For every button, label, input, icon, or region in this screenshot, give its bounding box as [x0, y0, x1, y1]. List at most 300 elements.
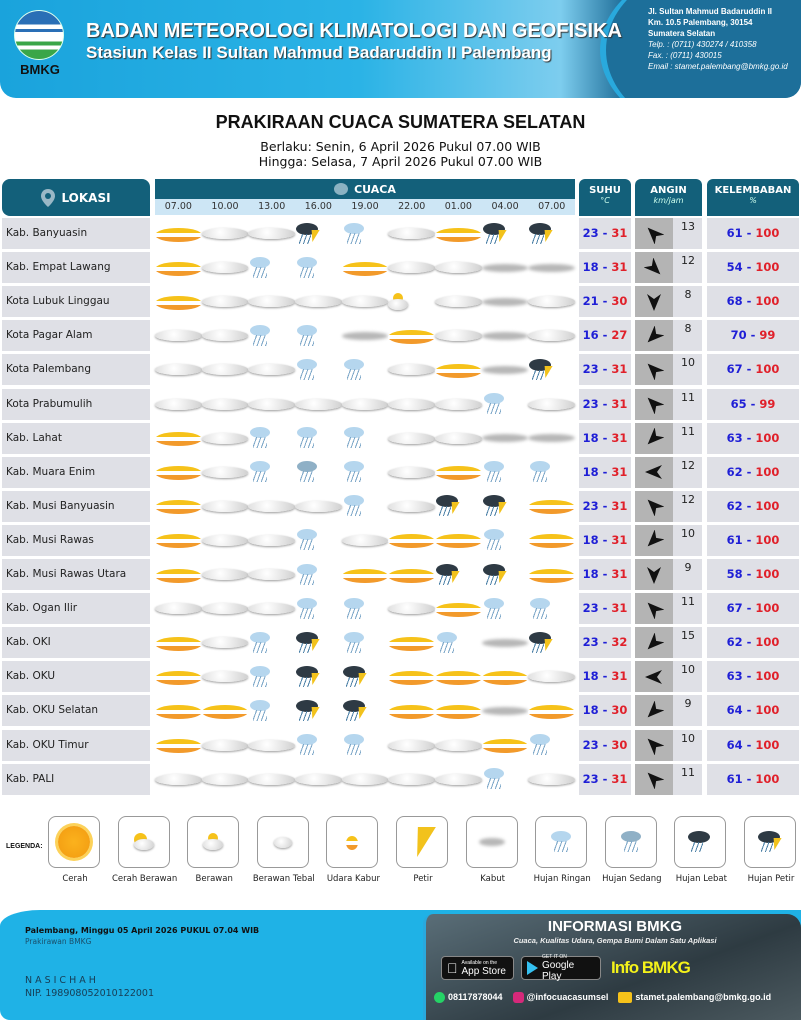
wind	[635, 218, 702, 249]
wind	[635, 627, 702, 658]
hujan-ringan-icon	[342, 632, 389, 654]
humidity-min: 67	[726, 362, 743, 377]
humidity-separator: -	[742, 498, 756, 513]
petir-icon	[408, 827, 436, 857]
wind-direction	[635, 491, 673, 522]
hujan-ringan-icon	[482, 393, 529, 415]
weather-cells	[155, 593, 575, 624]
weather-cell	[482, 525, 529, 556]
temp-separator: -	[598, 771, 612, 786]
wind	[635, 389, 702, 420]
udara-kabur-icon	[155, 705, 202, 719]
table-row	[0, 252, 801, 283]
wind-direction	[635, 661, 673, 692]
weather-cell	[342, 389, 389, 420]
hujan-petir-icon	[528, 359, 575, 381]
wind-direction	[635, 389, 673, 420]
humidity-separator: -	[742, 362, 756, 377]
weather-cell	[295, 627, 342, 658]
udara-kabur-icon	[435, 705, 482, 719]
wind-direction	[635, 627, 673, 658]
wind-speed: 12	[681, 458, 695, 472]
udara-kabur-icon	[155, 739, 202, 753]
wind	[635, 695, 702, 726]
temp-separator: -	[598, 703, 612, 718]
weather-cell	[202, 559, 249, 590]
weather-cell	[388, 423, 435, 454]
weather-cell	[202, 389, 249, 420]
weather-cell	[155, 252, 202, 283]
weather-cell	[342, 627, 389, 658]
berawan-tebal-icon	[202, 262, 249, 273]
forecaster-name: NASICHAH	[25, 975, 99, 986]
udara-kabur-icon	[528, 569, 575, 583]
humidity-min: 54	[726, 260, 743, 275]
weather-cell	[202, 286, 249, 317]
wind-speed: 11	[681, 765, 695, 779]
udara-kabur-icon	[528, 500, 575, 514]
temp-separator: -	[598, 430, 612, 445]
header-suhu-label: SUHU	[589, 185, 621, 196]
humidity-separator: -	[746, 396, 760, 411]
wind-arrow-icon	[644, 701, 664, 721]
kabut-icon	[482, 366, 529, 374]
hujan-ringan-icon	[482, 768, 529, 790]
temp-separator: -	[598, 328, 612, 343]
legend-icon-box	[48, 816, 100, 868]
weather-cell	[342, 457, 389, 488]
humidity-min: 61	[726, 771, 743, 786]
angin-unit: km/jam	[653, 196, 684, 205]
udara-kabur-icon	[435, 603, 482, 617]
location-name: Kab. Musi Rawas	[2, 525, 150, 556]
weather-cell	[482, 252, 529, 283]
humidity	[707, 593, 799, 624]
temp-max: 30	[611, 703, 628, 718]
weather-cell	[388, 218, 435, 249]
address-line: Km. 10.5 Palembang, 30154	[648, 18, 753, 27]
weather-cells	[155, 627, 575, 658]
humidity-max: 100	[755, 703, 780, 718]
legend-label: Hujan Sedang	[602, 874, 662, 884]
humidity	[707, 286, 799, 317]
weather-cells	[155, 423, 575, 454]
temp-max: 31	[611, 532, 628, 547]
berawan-tebal-icon	[528, 671, 575, 682]
googleplay-small: GET IT ON	[542, 954, 567, 960]
valid-to: Hingga: Selasa, 7 April 2026 Pukul 07.00 WIB	[258, 154, 543, 169]
wind-speed: 9	[684, 561, 692, 574]
hujan-petir-icon	[435, 495, 482, 517]
temp-separator: -	[598, 294, 612, 309]
temperature	[579, 457, 631, 488]
hour-row	[155, 199, 575, 215]
wind-speed: 8	[684, 288, 692, 302]
location-name: Kab. Banyuasin	[2, 218, 150, 249]
email-contact[interactable]	[618, 992, 771, 1003]
weather-cell	[295, 661, 342, 692]
wind	[635, 764, 702, 795]
hujan-ringan-icon	[248, 427, 295, 449]
weather-cell	[155, 286, 202, 317]
weather-cell	[482, 730, 529, 761]
weather-cell	[202, 491, 249, 522]
address-line: Jl. Sultan Mahmud Badaruddin II	[648, 7, 773, 16]
weather-cell	[248, 559, 295, 590]
berawan-tebal-icon	[202, 364, 249, 375]
weather-cell	[295, 491, 342, 522]
google-play-button[interactable]	[521, 956, 601, 980]
berawan-tebal-icon	[202, 774, 249, 785]
humidity-max: 100	[755, 430, 780, 445]
weather-cell	[155, 627, 202, 658]
header-angin-label: ANGIN	[650, 185, 687, 196]
humidity	[707, 252, 799, 283]
berawan-tebal-icon	[435, 774, 482, 785]
udara-kabur-icon	[435, 534, 482, 548]
humidity-separator: -	[742, 532, 756, 547]
forecaster-role: Prakirawan BMKG	[25, 937, 92, 946]
temp-separator: -	[598, 635, 612, 650]
wind-direction	[635, 286, 673, 317]
weather-cell	[155, 491, 202, 522]
berawan-tebal-icon	[248, 364, 295, 375]
weather-cell	[155, 354, 202, 385]
berawan-tebal-icon	[248, 228, 295, 239]
hujan-ringan-icon	[295, 734, 342, 756]
wind-direction	[635, 457, 673, 488]
weather-cell	[435, 491, 482, 522]
berawan-tebal-icon	[388, 262, 435, 273]
hujan-ringan-icon	[248, 700, 295, 722]
berawan-tebal-icon	[295, 296, 342, 307]
weather-cell	[482, 286, 529, 317]
udara-kabur-icon	[388, 705, 435, 719]
temp-max: 31	[611, 601, 628, 616]
hujan-sedang-icon	[619, 831, 643, 853]
weather-cells	[155, 730, 575, 761]
kabut-icon	[528, 434, 575, 442]
temp-min: 18	[582, 703, 599, 718]
wind-arrow-icon	[644, 530, 664, 550]
temp-separator: -	[598, 498, 612, 513]
wind-speed: 8	[684, 322, 692, 336]
table-row	[0, 286, 801, 317]
legend-icon-box	[466, 816, 518, 868]
udara-kabur-icon	[388, 671, 435, 685]
weather-cell	[435, 764, 482, 795]
hujan-ringan-icon	[528, 598, 575, 620]
weather-cell	[482, 491, 529, 522]
app-store-button[interactable]	[441, 956, 514, 980]
udara-kabur-icon	[155, 466, 202, 480]
temp-min: 23	[582, 771, 599, 786]
weather-cell	[248, 593, 295, 624]
weather-cell	[248, 286, 295, 317]
kabut-icon	[342, 332, 389, 340]
legend-item	[48, 816, 102, 884]
weather-cell	[342, 286, 389, 317]
hujan-ringan-icon	[528, 734, 575, 756]
wind-arrow-icon	[644, 735, 664, 755]
location-name: Kab. Empat Lawang	[2, 252, 150, 283]
weather-cell	[482, 218, 529, 249]
weather-cell	[202, 354, 249, 385]
weather-cell	[295, 320, 342, 351]
legend-label: Petir	[413, 874, 433, 884]
kabut-icon	[482, 298, 529, 306]
humidity-min: 61	[726, 226, 743, 240]
station-name: Stasiun Kelas II Sultan Mahmud Badaruddin II Palembang	[86, 43, 552, 62]
wind-arrow-icon	[644, 496, 664, 516]
temp-separator: -	[598, 669, 612, 684]
temp-separator: -	[598, 601, 612, 616]
hujan-ringan-icon	[248, 325, 295, 347]
udara-kabur-icon	[346, 836, 358, 850]
weather-cell	[388, 354, 435, 385]
legend-icon-box	[187, 816, 239, 868]
legend-item	[535, 816, 589, 884]
berawan-tebal-icon	[435, 330, 482, 341]
humidity-max: 100	[755, 771, 780, 786]
wind-direction	[635, 764, 673, 795]
weather-cell	[528, 661, 575, 692]
email-address: stamet.palembang@bmkg.go.id	[635, 992, 772, 1002]
berawan-tebal-icon	[202, 467, 249, 478]
page-title: PRAKIRAAN CUACA SUMATERA SELATAN	[215, 112, 586, 132]
temp-min: 18	[582, 669, 599, 684]
humidity-separator: -	[742, 737, 756, 752]
weather-cells	[155, 286, 575, 317]
instagram-contact[interactable]	[513, 992, 609, 1003]
udara-kabur-icon	[435, 364, 482, 378]
hujan-petir-icon	[295, 666, 342, 688]
wind-speed: 11	[681, 390, 695, 404]
weather-cell	[435, 559, 482, 590]
weather-cell	[482, 695, 529, 726]
berawan-tebal-icon	[388, 740, 435, 751]
weather-cell	[528, 286, 575, 317]
legend-icon-box	[118, 816, 170, 868]
weather-cell	[202, 695, 249, 726]
berawan-tebal-icon	[388, 501, 435, 512]
google-play-icon	[527, 961, 538, 975]
table-row	[0, 423, 801, 454]
temp-max: 31	[611, 567, 628, 581]
temp-min: 23	[582, 396, 599, 411]
legend-item	[187, 816, 241, 884]
hujan-ringan-icon	[295, 529, 342, 551]
humidity-min: 61	[726, 532, 743, 547]
hujan-petir-icon	[757, 831, 783, 853]
berawan-tebal-icon	[155, 774, 202, 785]
app-name: Info BMKG	[611, 958, 690, 977]
weather-cell	[435, 354, 482, 385]
weather-cell	[435, 389, 482, 420]
berawan-tebal-icon	[274, 837, 292, 848]
weather-cell	[342, 218, 389, 249]
weather-cell	[528, 423, 575, 454]
berawan-tebal-icon	[388, 364, 435, 375]
weather-cell	[202, 252, 249, 283]
wind-speed: 15	[681, 629, 695, 643]
wind	[635, 491, 702, 522]
temp-min: 18	[582, 567, 599, 581]
weather-cell	[295, 457, 342, 488]
humidity-min: 62	[726, 498, 743, 513]
header-banner	[0, 0, 801, 98]
temperature	[579, 661, 631, 692]
fax: Fax. : (0711) 430015	[648, 51, 722, 60]
berawan-tebal-icon	[435, 399, 482, 410]
humidity-separator: -	[742, 464, 756, 479]
weather-cell	[295, 286, 342, 317]
temp-separator: -	[598, 532, 612, 547]
humidity-max: 99	[759, 396, 776, 411]
legend-item	[466, 816, 520, 884]
temp-max: 31	[611, 771, 628, 786]
table-row	[0, 218, 801, 249]
header-lokasi-label: LOKASI	[61, 190, 111, 205]
berawan-tebal-icon	[248, 399, 295, 410]
weather-cell	[295, 354, 342, 385]
weather-cell	[342, 593, 389, 624]
weather-cell	[248, 730, 295, 761]
udara-kabur-icon	[342, 262, 389, 276]
weather-cell	[248, 764, 295, 795]
temp-min: 18	[582, 532, 599, 547]
location-name: Kab. PALI	[2, 764, 150, 795]
wind-speed: 12	[681, 254, 695, 268]
weather-cells	[155, 525, 575, 556]
legend-label: Kabut	[480, 874, 505, 884]
udara-kabur-icon	[528, 705, 575, 719]
legend-item	[111, 816, 178, 884]
weather-cell	[295, 218, 342, 249]
berawan-tebal-icon	[388, 467, 435, 478]
weather-cell	[528, 764, 575, 795]
hujan-ringan-icon	[342, 598, 389, 620]
weather-cell	[388, 593, 435, 624]
weather-cell	[342, 423, 389, 454]
humidity-max: 100	[755, 669, 780, 684]
whatsapp-contact[interactable]	[434, 992, 503, 1003]
location-pin-icon	[41, 189, 55, 207]
legend-icon-box	[535, 816, 587, 868]
legend-item	[744, 816, 798, 884]
humidity-max: 100	[755, 294, 780, 309]
weather-cell	[202, 457, 249, 488]
hour-label: 16.00	[304, 201, 332, 212]
temp-max: 31	[611, 464, 628, 479]
weather-cell	[202, 764, 249, 795]
humidity-min: 64	[726, 737, 743, 752]
humidity-separator: -	[742, 260, 756, 275]
humidity-min: 70	[730, 328, 747, 343]
berawan-tebal-icon	[342, 296, 389, 307]
header-cuaca	[155, 179, 575, 199]
weather-cell	[528, 559, 575, 590]
berawan-tebal-icon	[202, 296, 249, 307]
weather-cell	[388, 695, 435, 726]
berawan-tebal-icon	[435, 296, 482, 307]
hour-label: 01.00	[444, 201, 472, 212]
temp-min: 18	[582, 464, 599, 479]
legend-label: LEGENDA:	[6, 843, 43, 850]
weather-cell	[202, 423, 249, 454]
weather-cell	[388, 286, 435, 317]
humidity	[707, 423, 799, 454]
humidity-max: 100	[755, 601, 780, 616]
berawan-tebal-icon	[388, 399, 435, 410]
kabut-icon	[528, 264, 575, 272]
hujan-ringan-icon	[248, 257, 295, 279]
legend-icon-box	[605, 816, 657, 868]
udara-kabur-icon	[435, 671, 482, 685]
humidity-max: 100	[755, 464, 780, 479]
weather-cell	[295, 695, 342, 726]
humidity	[707, 354, 799, 385]
humidity-max: 100	[755, 260, 780, 275]
udara-kabur-icon	[155, 671, 202, 685]
humidity	[707, 730, 799, 761]
weather-cell	[202, 320, 249, 351]
weather-cell	[435, 218, 482, 249]
wind-speed: 10	[681, 731, 695, 745]
berawan-tebal-icon	[155, 364, 202, 375]
temp-min: 21	[582, 294, 599, 309]
legend-label: Hujan Ringan	[533, 874, 591, 884]
weather-cell	[202, 661, 249, 692]
location-name: Kab. OKU Timur	[2, 730, 150, 761]
legend-item	[674, 816, 728, 884]
weather-cell	[482, 354, 529, 385]
hujan-ringan-icon	[342, 495, 389, 517]
weather-cell	[388, 525, 435, 556]
hujan-petir-icon	[295, 700, 342, 722]
location-name: Kota Prabumulih	[2, 389, 150, 420]
humidity-separator: -	[742, 703, 756, 718]
header-lokasi	[2, 179, 150, 216]
legend-label: Hujan Petir	[747, 874, 795, 884]
weather-cell	[248, 457, 295, 488]
weather-cell	[388, 764, 435, 795]
location-name: Kota Lubuk Linggau	[2, 286, 150, 317]
location-name: Kab. Musi Rawas Utara	[2, 559, 150, 590]
berawan-tebal-icon	[248, 535, 295, 546]
table-row	[0, 389, 801, 420]
weather-cell	[248, 695, 295, 726]
weather-cell	[482, 661, 529, 692]
berawan-tebal-icon	[202, 399, 249, 410]
appstore-label: App Store	[451, 965, 496, 977]
location-name: Kab. OKU	[2, 661, 150, 692]
wind	[635, 252, 702, 283]
hujan-ringan-icon	[342, 359, 389, 381]
temp-min: 18	[582, 260, 599, 275]
temp-separator: -	[598, 396, 612, 411]
weather-cell	[388, 559, 435, 590]
udara-kabur-icon	[202, 705, 249, 719]
address-line: Sumatera Selatan	[648, 29, 716, 38]
weather-cell	[248, 491, 295, 522]
weather-cell	[482, 320, 529, 351]
kabut-icon	[479, 838, 505, 846]
wind-speed: 10	[681, 356, 695, 370]
wind-speed: 9	[684, 697, 692, 711]
instagram-handle: @infocuacasumsel	[526, 992, 609, 1002]
suhu-unit: °C	[600, 196, 610, 205]
